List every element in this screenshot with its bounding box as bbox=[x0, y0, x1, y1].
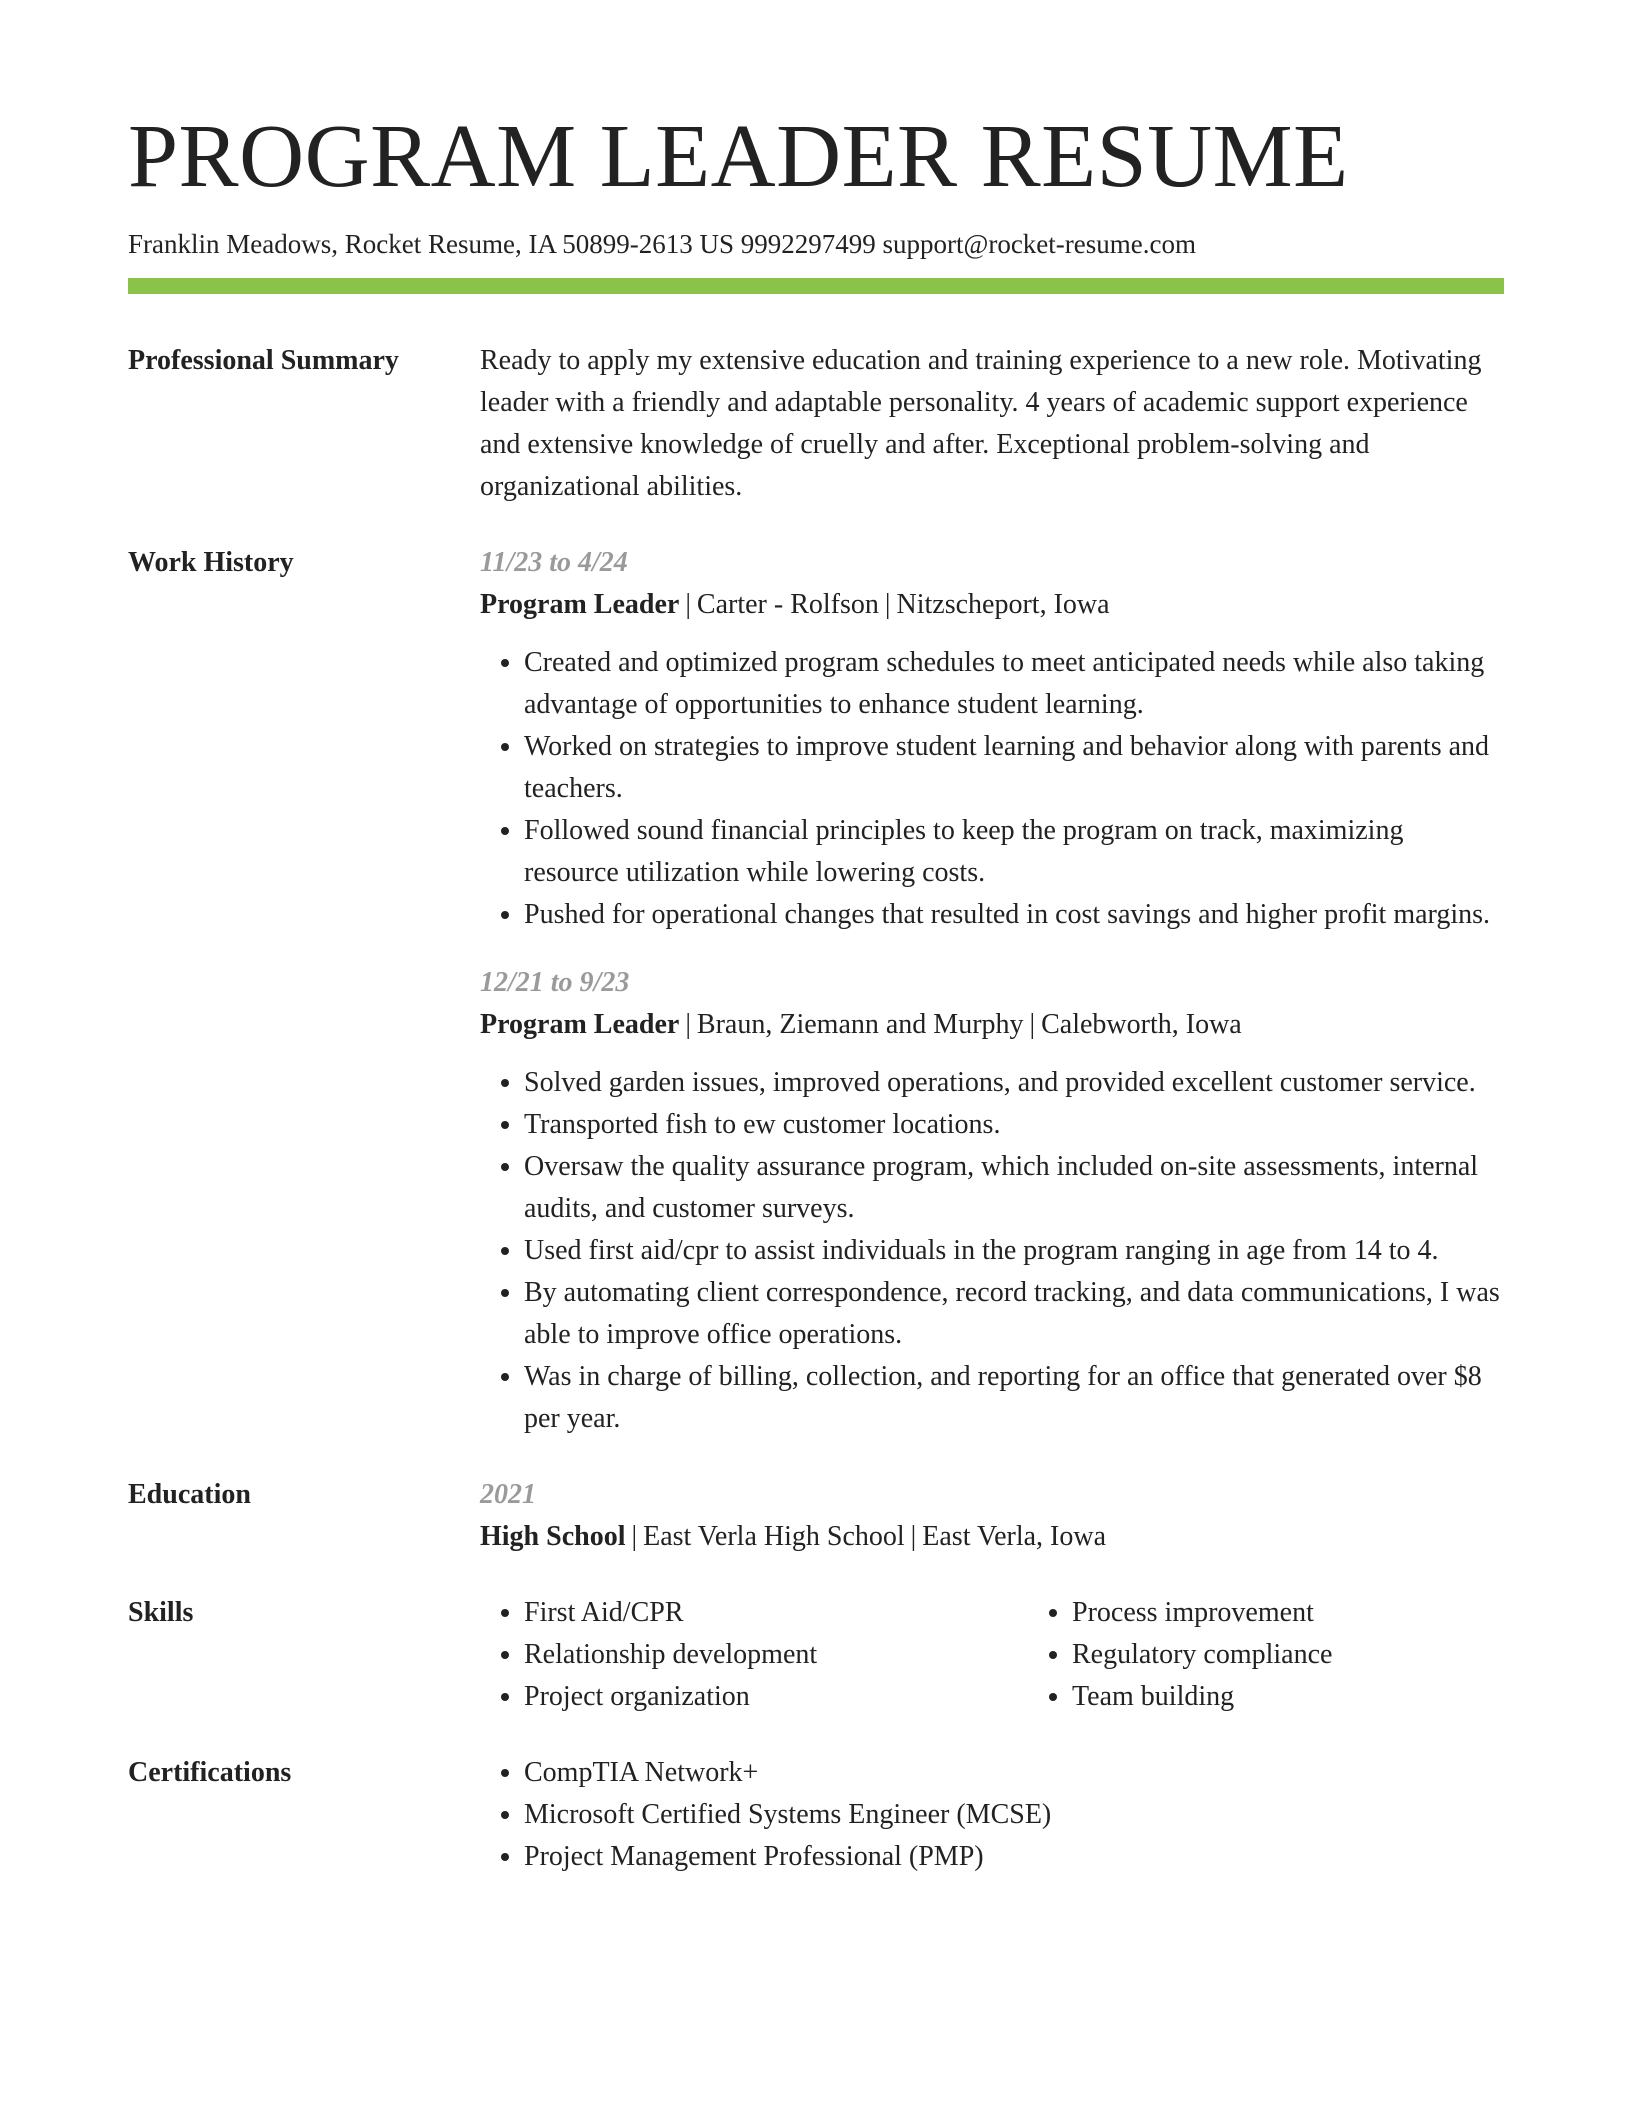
education-section bbox=[128, 1474, 1504, 1558]
accent-divider bbox=[128, 278, 1504, 294]
separator: | bbox=[685, 1009, 691, 1041]
education-heading bbox=[480, 1516, 1504, 1558]
separator: | bbox=[631, 1521, 638, 1553]
education-school: East Verla High School bbox=[643, 1521, 905, 1553]
job-bullet: • Followed sound financial principles to keep the program on track, maximizing resource utilization while lowering costs. bbox=[524, 810, 1504, 894]
certifications-body bbox=[480, 1752, 1504, 1878]
job-bullet: • Transported fish to ew customer locations. bbox=[524, 1104, 1504, 1146]
work-history-section bbox=[128, 542, 1504, 1440]
education-year: 2021 bbox=[480, 1479, 536, 1511]
summary-text: Ready to apply my extensive education and training experience to a new role. Motivating leader with a friendly and adaptable personality. 4 years of academic support experience and extensive knowledge of cruelly and after. Exceptional problem-solving and organizational abilities. bbox=[480, 345, 1482, 503]
job-dates: 12/21 to 9/23 bbox=[480, 967, 630, 999]
job-bullet: • Oversaw the quality assurance program, which included on-site assessments, internal audits, and customer surveys. bbox=[524, 1146, 1504, 1230]
summary-section bbox=[128, 340, 1504, 508]
contact-name: Franklin Meadows, bbox=[128, 229, 338, 259]
certifications-section bbox=[128, 1752, 1504, 1878]
certification-item: • CompTIA Network+ bbox=[524, 1752, 1504, 1794]
job-company: Braun, Ziemann and Murphy bbox=[696, 1009, 1024, 1041]
job-bullet: • By automating client correspondence, record tracking, and data communications, I was able to improve office operations. bbox=[524, 1272, 1504, 1356]
education-label: Education bbox=[128, 1479, 251, 1511]
job-title: Program Leader bbox=[480, 1009, 680, 1041]
job-heading bbox=[480, 584, 1504, 626]
job-entry bbox=[480, 962, 1504, 1440]
skills-section bbox=[128, 1592, 1504, 1718]
job-company: Carter - Rolfson bbox=[696, 589, 879, 621]
job-bullet: • Was in charge of billing, collection, and reporting for an office that generated over $8 per year. bbox=[524, 1356, 1504, 1440]
work-history-label: Work History bbox=[128, 547, 294, 579]
contact-state-zip: IA 50899-2613 US bbox=[528, 229, 734, 259]
skill-item: • Regulatory compliance bbox=[1072, 1634, 1576, 1676]
certifications-list bbox=[480, 1752, 1504, 1878]
skills-list-right bbox=[1028, 1592, 1576, 1718]
job-bullet: • Used first aid/cpr to assist individuals in the program ranging in age from 14 to 4. bbox=[524, 1230, 1504, 1272]
job-heading bbox=[480, 1004, 1504, 1046]
job-location: Calebworth, Iowa bbox=[1041, 1009, 1242, 1041]
job-bullet: • Pushed for operational changes that resulted in cost savings and higher profit margins. bbox=[524, 894, 1504, 936]
contact-city: Rocket Resume, bbox=[344, 229, 522, 259]
work-history-body bbox=[480, 542, 1504, 1440]
skills-list-left bbox=[480, 1592, 1028, 1718]
job-dates: 11/23 to 4/24 bbox=[480, 547, 628, 579]
certification-item: • Microsoft Certified Systems Engineer (MCSE) bbox=[524, 1794, 1504, 1836]
certification-item: • Project Management Professional (PMP) bbox=[524, 1836, 1504, 1878]
job-bullets bbox=[480, 1062, 1504, 1440]
skill-item: • Process improvement bbox=[1072, 1592, 1576, 1634]
separator: | bbox=[685, 589, 691, 621]
skill-item: • First Aid/CPR bbox=[524, 1592, 1028, 1634]
education-body bbox=[480, 1474, 1504, 1558]
separator: | bbox=[910, 1521, 917, 1553]
education-location: East Verla, Iowa bbox=[922, 1521, 1107, 1553]
job-title: Program Leader bbox=[480, 589, 680, 621]
skill-item: • Relationship development bbox=[524, 1634, 1028, 1676]
skill-item: • Project organization bbox=[524, 1676, 1028, 1718]
separator: | bbox=[884, 589, 891, 621]
summary-body bbox=[480, 340, 1504, 508]
education-degree: High School bbox=[480, 1521, 626, 1553]
summary-label: Professional Summary bbox=[128, 345, 399, 377]
contact-phone: 9992297499 bbox=[740, 229, 876, 259]
skills-label: Skills bbox=[128, 1597, 194, 1629]
job-bullets bbox=[480, 642, 1504, 936]
contact-email: support@rocket-resume.com bbox=[882, 229, 1196, 259]
job-entry bbox=[480, 542, 1504, 936]
separator: | bbox=[1029, 1009, 1036, 1041]
job-location: Nitzscheport, Iowa bbox=[896, 589, 1110, 621]
skill-item: • Team building bbox=[1072, 1676, 1576, 1718]
job-bullet: • Created and optimized program schedules to meet anticipated needs while also taking advantage of opportunities to enhance student learning. bbox=[524, 642, 1504, 726]
job-bullet: • Solved garden issues, improved operations, and provided excellent customer service. bbox=[524, 1062, 1504, 1104]
contact-line bbox=[128, 228, 1504, 260]
job-bullet: • Worked on strategies to improve student learning and behavior along with parents and teachers. bbox=[524, 726, 1504, 810]
skills-body bbox=[480, 1592, 1576, 1718]
certifications-label: Certifications bbox=[128, 1757, 292, 1789]
resume-title: PROGRAM LEADER RESUME bbox=[128, 107, 1349, 206]
